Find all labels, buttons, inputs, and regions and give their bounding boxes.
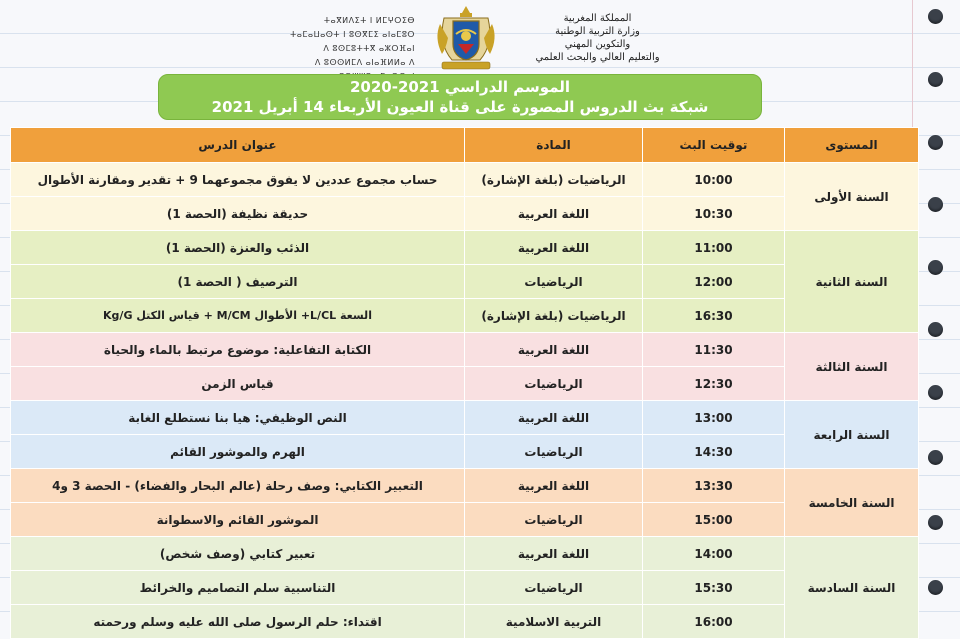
binder-hole bbox=[928, 580, 943, 595]
subject-cell: اللغة العربية bbox=[465, 231, 643, 265]
lesson-cell: حديقة نظيفة (الحصة 1) bbox=[11, 197, 465, 231]
level-cell: السنة السادسة bbox=[785, 537, 919, 639]
table-row bbox=[11, 299, 919, 333]
subject-cell: اللغة العربية bbox=[465, 537, 643, 571]
broadcast-schedule-table bbox=[10, 127, 919, 639]
level-cell: السنة الأولى bbox=[785, 163, 919, 231]
time-cell: 16:00 bbox=[643, 605, 785, 639]
subject-cell: اللغة العربية bbox=[465, 197, 643, 231]
subject-cell: الرياضيات bbox=[465, 571, 643, 605]
table-row bbox=[11, 367, 919, 401]
header-subject: المادة bbox=[465, 128, 643, 163]
header-lesson: عنوان الدرس bbox=[11, 128, 465, 163]
subject-cell: اللغة العربية bbox=[465, 333, 643, 367]
binder-hole bbox=[928, 72, 943, 87]
lesson-cell: الهرم والموشور القائم bbox=[11, 435, 465, 469]
lesson-cell: الترصيف ( الحصة 1) bbox=[11, 265, 465, 299]
binder-hole bbox=[928, 515, 943, 530]
subject-cell: الرياضيات bbox=[465, 435, 643, 469]
binder-hole bbox=[928, 9, 943, 24]
binder-hole bbox=[928, 322, 943, 337]
table-row bbox=[11, 197, 919, 231]
lesson-cell: حساب مجموع عددين لا يفوق مجموعهما 9 + تقدير ومقارنة الأطوال bbox=[11, 163, 465, 197]
time-cell: 15:00 bbox=[643, 503, 785, 537]
time-cell: 11:00 bbox=[643, 231, 785, 265]
table-row bbox=[11, 571, 919, 605]
table-row bbox=[11, 503, 919, 537]
subject-cell: اللغة العربية bbox=[465, 401, 643, 435]
table-row bbox=[11, 333, 919, 367]
time-cell: 12:30 bbox=[643, 367, 785, 401]
level-cell: السنة الثانية bbox=[785, 231, 919, 333]
table-row bbox=[11, 469, 919, 503]
tifinagh-line: ⴷ ⵓⵙⵎⵓⵜⵜⴳ ⴰⵣⵔⴼⴰⵏ bbox=[323, 44, 415, 53]
time-cell: 13:30 bbox=[643, 469, 785, 503]
table-row bbox=[11, 605, 919, 639]
lesson-cell: الموشور القائم والاسطوانة bbox=[11, 503, 465, 537]
subject-cell: الرياضيات bbox=[465, 265, 643, 299]
subject-cell: الرياضيات bbox=[465, 503, 643, 537]
time-cell: 10:30 bbox=[643, 197, 785, 231]
binder-hole bbox=[928, 260, 943, 275]
title-banner bbox=[158, 74, 762, 120]
binder-hole bbox=[928, 197, 943, 212]
time-cell: 14:30 bbox=[643, 435, 785, 469]
lesson-cell: قياس الزمن bbox=[11, 367, 465, 401]
school-year-title: الموسم الدراسي 2021-2020 bbox=[349, 78, 571, 96]
time-cell: 16:30 bbox=[643, 299, 785, 333]
table-row bbox=[11, 537, 919, 571]
lesson-cell: السعة L/CL+ الأطوال M/CM + قياس الكتل Kg/G bbox=[11, 299, 465, 333]
table-row bbox=[11, 163, 919, 197]
lesson-cell: اقتداء: حلم الرسول صلى الله عليه وسلم ورحمته bbox=[11, 605, 465, 639]
binder-hole bbox=[928, 135, 943, 150]
time-cell: 13:00 bbox=[643, 401, 785, 435]
lesson-cell: التناسبية سلم التصاميم والخرائط bbox=[11, 571, 465, 605]
time-cell: 12:00 bbox=[643, 265, 785, 299]
broadcast-schedule-title: شبكة بث الدروس المصورة على قناة العيون الأربعاء 14 أبريل 2021 bbox=[211, 98, 709, 116]
header-level: المستوى bbox=[785, 128, 919, 163]
ministry-line: وزارة التربية الوطنية bbox=[555, 26, 640, 37]
level-cell: السنة الثالثة bbox=[785, 333, 919, 401]
subject-cell: الرياضيات bbox=[465, 367, 643, 401]
tifinagh-line: ⵜⴰⵎⴰⵡⴰⵙⵜ ⵏ ⵓⵙⴳⵎⵉ ⴰⵏⴰⵎⵓⵔ bbox=[290, 30, 415, 39]
level-cell: السنة الرابعة bbox=[785, 401, 919, 469]
subject-cell: الرياضيات (بلغة الإشارة) bbox=[465, 163, 643, 197]
ministry-line: والتعليم العالي والبحث العلمي bbox=[535, 52, 660, 63]
table-row bbox=[11, 231, 919, 265]
subject-cell: اللغة العربية bbox=[465, 469, 643, 503]
time-cell: 11:30 bbox=[643, 333, 785, 367]
subject-cell: التربية الاسلامية bbox=[465, 605, 643, 639]
lesson-cell: النص الوظيفي: هيا بنا نستطلع الغابة bbox=[11, 401, 465, 435]
time-cell: 14:00 bbox=[643, 537, 785, 571]
time-cell: 15:30 bbox=[643, 571, 785, 605]
binder-hole bbox=[928, 450, 943, 465]
lesson-cell: التعبير الكتابي: وصف رحلة (عالم البحار والفضاء) - الحصة 3 و4 bbox=[11, 469, 465, 503]
ministry-header bbox=[520, 12, 675, 64]
lesson-cell: تعبير كتابي (وصف شخص) bbox=[11, 537, 465, 571]
header-time: توقيت البث bbox=[643, 128, 785, 163]
ministry-line: والتكوين المهني bbox=[564, 39, 631, 50]
subject-cell: الرياضيات (بلغة الإشارة) bbox=[465, 299, 643, 333]
lesson-cell: الكتابة التفاعلية: موضوع مرتبط بالماء والحياة bbox=[11, 333, 465, 367]
table-row bbox=[11, 265, 919, 299]
table-row bbox=[11, 435, 919, 469]
level-cell: السنة الخامسة bbox=[785, 469, 919, 537]
tifinagh-line: ⵜⴰⴳⵍⴷⵉⵜ ⵏ ⵍⵎⵖⵔⵉⴱ bbox=[323, 16, 415, 25]
binder-hole bbox=[928, 385, 943, 400]
lesson-cell: الذئب والعنزة (الحصة 1) bbox=[11, 231, 465, 265]
moroccan-coat-of-arms-icon bbox=[430, 4, 502, 72]
ministry-line: المملكة المغربية bbox=[563, 13, 632, 24]
time-cell: 10:00 bbox=[643, 163, 785, 197]
tifinagh-line: ⴷ ⵓⵙⵙⵍⵎⴷ ⴰⵏⴰⴼⵍⵍⴰ ⴷ bbox=[314, 58, 415, 67]
table-header-row bbox=[11, 128, 919, 163]
table-row bbox=[11, 401, 919, 435]
